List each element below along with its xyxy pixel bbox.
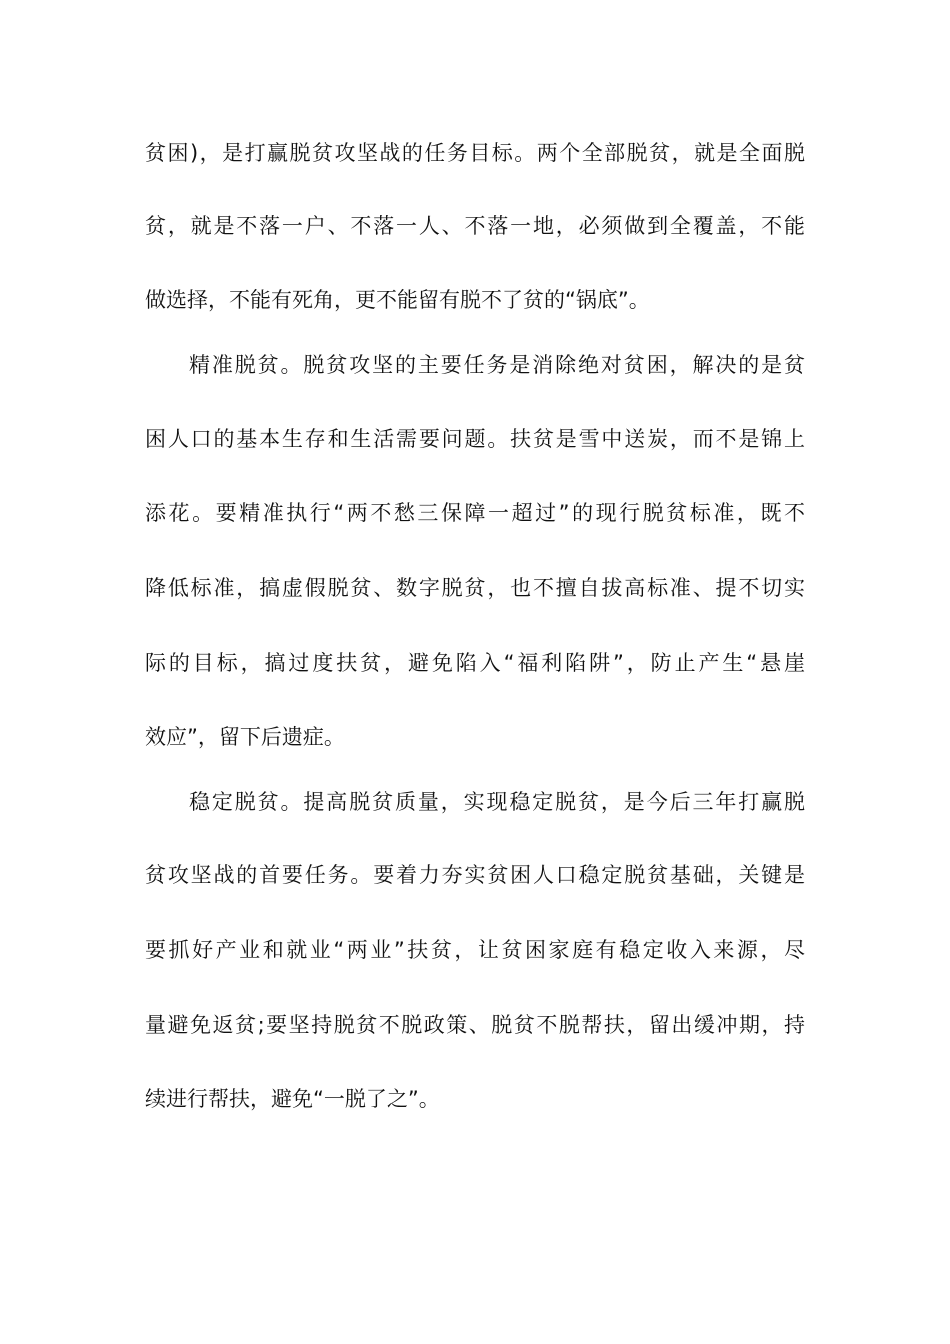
paragraph-line: 降低标准，搞虚假脱贫、数字脱贫，也不擅自拔高标准、提不切实: [145, 576, 805, 600]
paragraph-line: 做选择，不能有死角，更不能留有脱不了贫的“锅底”。: [145, 288, 650, 312]
paragraph-line: 量避免返贫;要坚持脱贫不脱政策、脱贫不脱帮扶，留出缓冲期，持: [145, 1013, 805, 1037]
paragraph-line: 添花。要精准执行“两不愁三保障一超过”的现行脱贫标准，既不: [145, 501, 805, 525]
paragraph-line: 困人口的基本生存和生活需要问题。扶贫是雪中送炭，而不是锦上: [145, 427, 805, 451]
paragraph-line: 贫困)，是打赢脱贫攻坚战的任务目标。两个全部脱贫，就是全面脱: [145, 141, 805, 165]
paragraph-line: 效应”，留下后遗症。: [145, 725, 345, 749]
paragraph-line: 稳定脱贫。提高脱贫质量，实现稳定脱贫，是今后三年打赢脱: [189, 790, 805, 814]
paragraph-line: 续进行帮扶，避免“一脱了之”。: [145, 1087, 440, 1111]
paragraph-line: 要抓好产业和就业“两业”扶贫，让贫困家庭有稳定收入来源，尽: [145, 938, 805, 962]
paragraph-line: 际的目标，搞过度扶贫，避免陷入“福利陷阱”，防止产生“悬崖: [145, 651, 805, 675]
paragraph-line: 精准脱贫。脱贫攻坚的主要任务是消除绝对贫困，解决的是贫: [189, 353, 805, 377]
paragraph-line: 贫攻坚战的首要任务。要着力夯实贫困人口稳定脱贫基础，关键是: [145, 863, 805, 887]
paragraph-line: 贫，就是不落一户、不落一人、不落一地，必须做到全覆盖，不能: [145, 214, 805, 238]
